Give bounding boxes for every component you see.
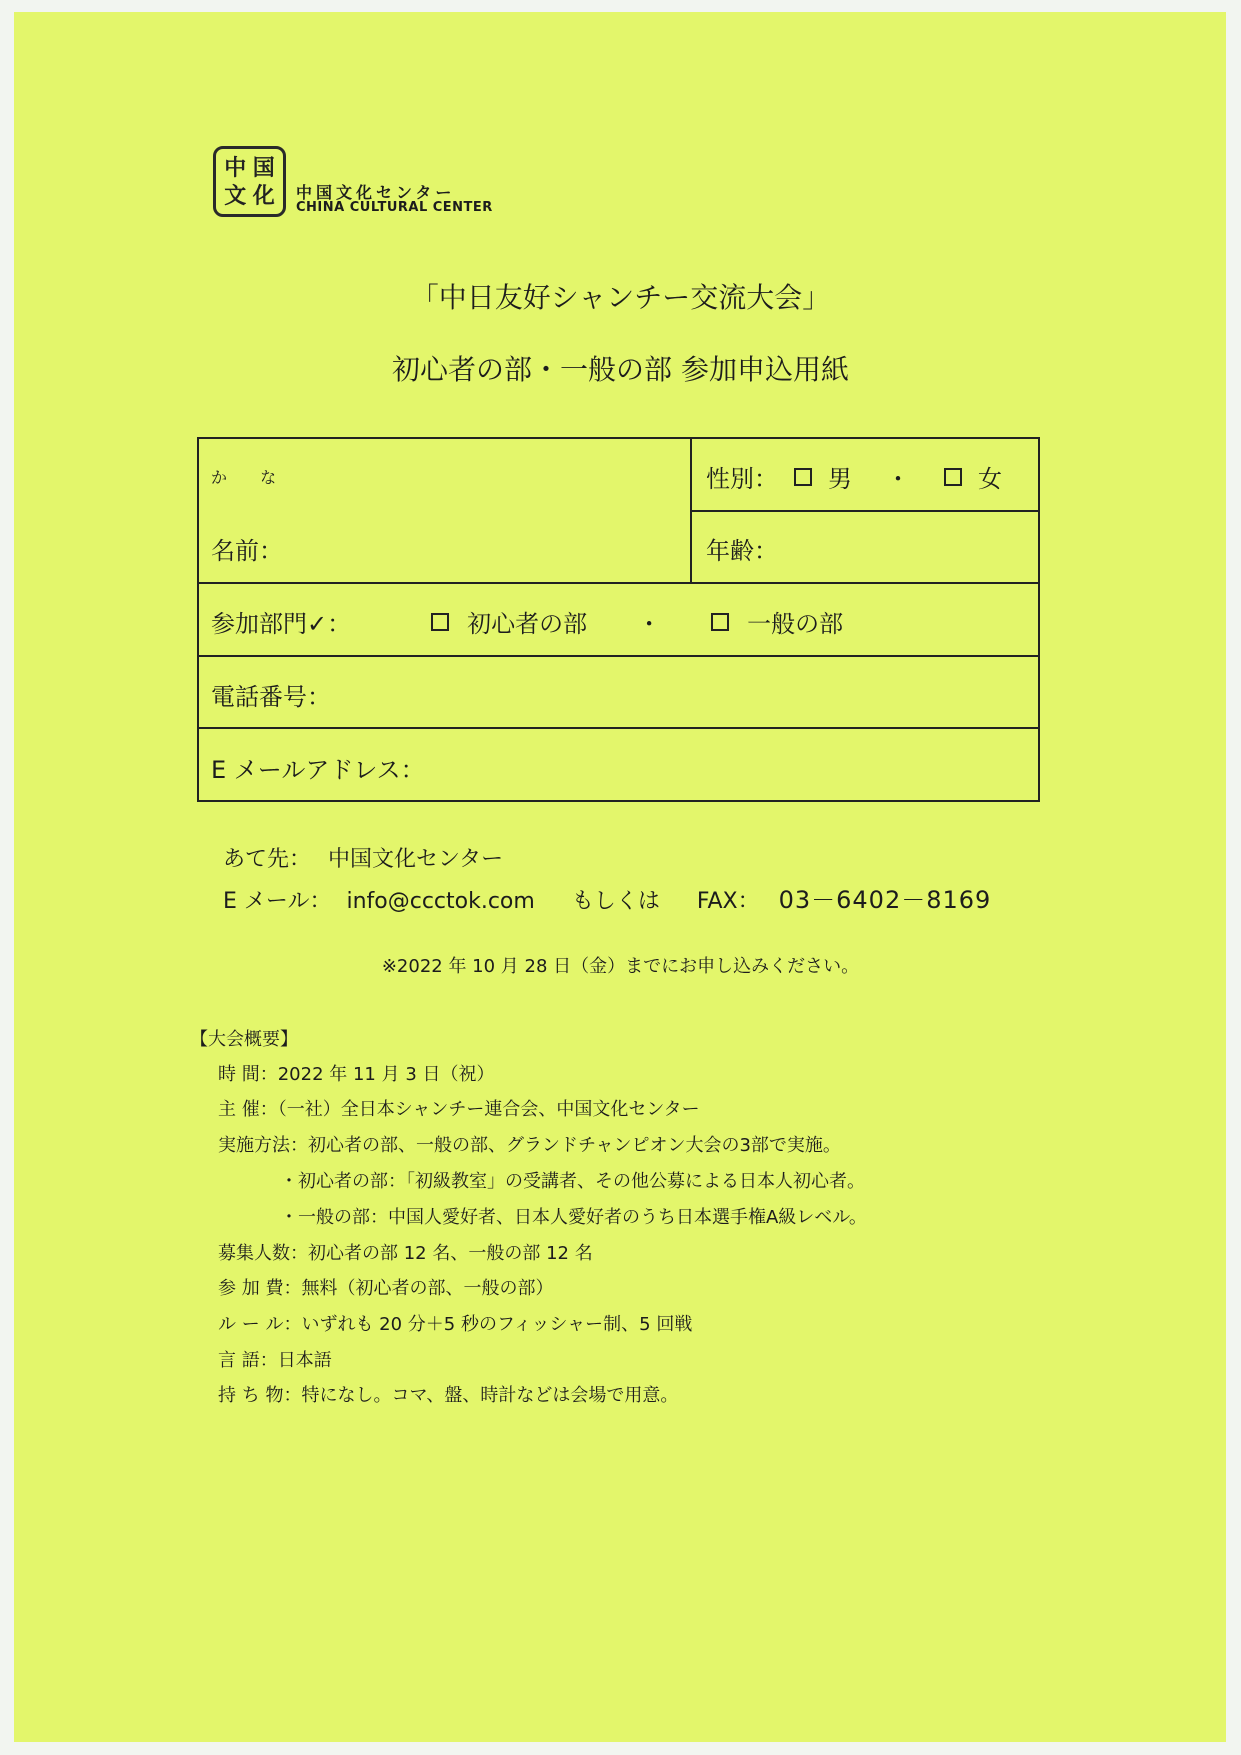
age-field[interactable]: 年齢： (706, 537, 778, 565)
divider (692, 510, 1040, 512)
beginner-checkbox[interactable] (431, 613, 449, 631)
overview-line: ・一般の部：中国人愛好者、日本人愛好者のうち日本選手権A級レベル。 (280, 1207, 867, 1228)
kana-field[interactable]: か な (211, 468, 291, 487)
overview-line: 持 ち 物：特になし。コマ、盤、時計などは会場で用意。 (218, 1385, 679, 1406)
general-checkbox[interactable] (711, 613, 729, 631)
overview-heading: 【大会概要】 (190, 1029, 298, 1050)
org-name-jp: 中国文化センター (296, 183, 456, 202)
deadline-note: ※2022 年 10 月 28 日（金）までにお申し込みください。 (381, 956, 860, 977)
phone-field[interactable]: 電話番号： (211, 683, 331, 711)
beginner-label: 初心者の部 (467, 610, 588, 638)
department-field (211, 604, 843, 639)
overview-line: 募集人数：初心者の部 12 名、一般の部 12 名 (218, 1243, 593, 1264)
overview-line: 実施方法：初心者の部、一般の部、グランドチャンピオン大会の3部で実施。 (218, 1135, 841, 1156)
gender-label: 性別： (706, 465, 778, 493)
email-field[interactable]: E メールアドレス： (211, 756, 425, 784)
or-text: もしくは (571, 889, 660, 914)
event-title: 「中日友好シャンチー交流大会」 (410, 281, 831, 314)
overview-line: ・初心者の部：「初級教室」の受講者、その他公募による日本人初心者。 (280, 1171, 865, 1192)
gender-female-checkbox[interactable] (944, 468, 962, 486)
recipient-label: あて先： (223, 847, 312, 872)
email-address[interactable]: info@ccctok.com (346, 889, 535, 914)
overview-line: 言 語：日本語 (218, 1350, 332, 1371)
org-name-en: CHINA CULTURAL CENTER (296, 200, 493, 215)
contact-line (223, 880, 991, 915)
fax-label: FAX： (696, 889, 760, 914)
divider (199, 655, 1040, 657)
gender-male-label: 男 (828, 465, 852, 493)
seal-char: 国 (252, 155, 275, 181)
gender-female-label: 女 (978, 465, 1002, 493)
department-label: 参加部門✓： (211, 610, 352, 638)
gender-male-checkbox[interactable] (794, 468, 812, 486)
name-field[interactable]: 名前： (211, 537, 283, 565)
seal-char: 化 (252, 183, 275, 209)
recipient-line (223, 842, 503, 873)
seal-char: 中 (224, 155, 247, 181)
separator: ・ (637, 610, 662, 638)
recipient-value: 中国文化センター (328, 847, 504, 872)
divider (690, 439, 692, 584)
divider (199, 727, 1040, 729)
paper-sheet (14, 12, 1226, 1742)
application-form (197, 437, 1040, 802)
fax-number: 03－6402－8169 (778, 886, 992, 914)
overview-line: 参 加 費：無料（初心者の部、一般の部） (218, 1278, 554, 1299)
overview-line: ル ー ル：いずれも 20 分＋5 秒のフィッシャー制、5 回戦 (218, 1314, 693, 1335)
gender-field (706, 459, 1002, 494)
seal-char: 文 (224, 183, 247, 209)
overview-line: 主 催：（一社）全日本シャンチー連合会、中国文化センター (218, 1099, 700, 1120)
separator: ・ (886, 465, 910, 493)
form-title: 初心者の部・一般の部 参加申込用紙 (392, 353, 849, 386)
general-label: 一般の部 (747, 610, 844, 638)
divider (199, 582, 1040, 584)
seal-logo-icon (213, 146, 286, 217)
overview-line: 時 間：2022 年 11 月 3 日（祝） (218, 1064, 495, 1085)
email-label: E メール： (223, 889, 332, 914)
